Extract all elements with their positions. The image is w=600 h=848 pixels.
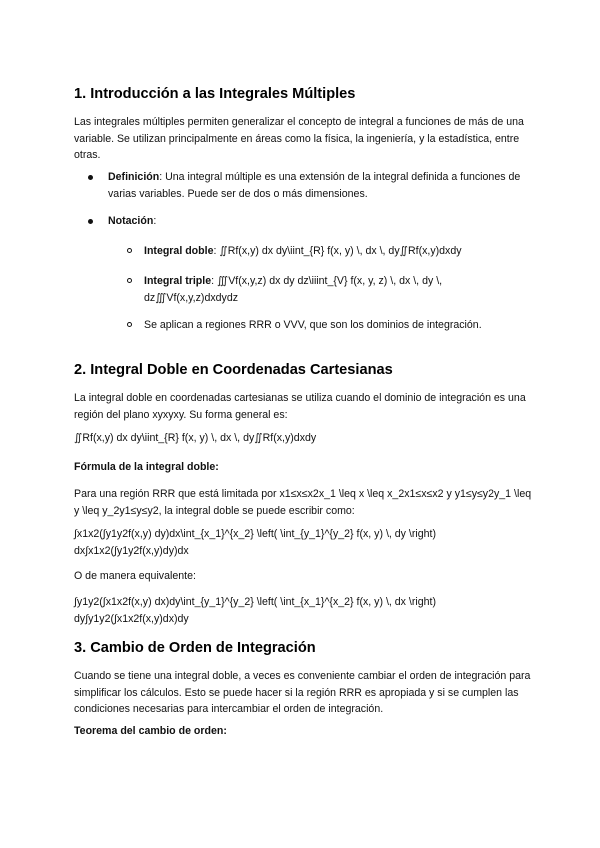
subbullet-text: : ∬Rf(x,y) dx dy\iint_{R} f(x, y) \, dx \, dy∬Rf(x,y)dxdy (213, 245, 462, 257)
section-3-intro: Cuando se tiene una integral doble, a veces es conveniente cambiar el orden de integración para simplificar los cálculos. Esto se puede hacer si la región RRR es apropiada y si se cumplen las condiciones necesarias para intercambiar el orden de integración. (74, 670, 531, 716)
bullet-dot-icon (88, 175, 93, 180)
subbullet-text: : ∭Vf(x,y,z) dx dy dz\iiint_{V} f(x, y, z) \, dx \, dy \, dz∭Vf(x,y,z)dxdydz (144, 275, 443, 304)
bullet-term: Definición (108, 171, 160, 183)
subbullet-term: Integral triple (144, 275, 212, 287)
bullet-text: : (153, 215, 157, 227)
section-2-intro: La integral doble en coordenadas cartesianas se utiliza cuando el dominio de integración es una región del plano xyxyxy. Su forma general es: (74, 392, 526, 421)
section-1-heading: 1. Introducción a las Integrales Múltiples (74, 86, 356, 102)
section-3-heading: 3. Cambio de Orden de Integración (74, 640, 316, 656)
subbullet-term: Integral doble (144, 245, 214, 257)
section-1-intro: Las integrales múltiples permiten generalizar el concepto de integral a funciones de más de una variable. Se utilizan principalmente en áreas como la física, la ingeniería, y la estadística, entre otras. (74, 116, 524, 162)
bullet-circle-icon (127, 248, 132, 253)
subbullet-text: Se aplican a regiones RRR o VVV, que son los dominios de integración. (144, 319, 482, 331)
section-3-subheading: Teorema del cambio de orden: (74, 725, 227, 737)
equivalent-text: O de manera equivalente: (74, 570, 196, 582)
formula-dxdy: ∫x1x2(∫y1y2f(x,y) dy)dx\int_{x_1}^{x_2} \left( \int_{y_1}^{y_2} f(x, y) \, dy \right) dx∫x1x2(∫y1y2f(x,y)dy)dx (74, 528, 436, 557)
bullet-circle-icon (127, 278, 132, 283)
region-text: Para una región RRR que está limitada por x1≤x≤x2x_1 \leq x \leq x_2x1≤x≤x2 y y1≤y≤y2y_1 \leq y \leq y_2y1≤y≤y2, la integral doble se puede escribir como: (74, 488, 532, 517)
section-2-heading: 2. Integral Doble en Coordenadas Cartesianas (74, 362, 393, 378)
section-2-subheading: Fórmula de la integral doble: (74, 461, 219, 473)
bullet-circle-icon (127, 322, 132, 327)
formula-general: ∬Rf(x,y) dx dy\iint_{R} f(x, y) \, dx \, dy∬Rf(x,y)dxdy (74, 432, 317, 444)
formula-dydx: ∫y1y2(∫x1x2f(x,y) dx)dy\int_{y_1}^{y_2} \left( \int_{x_1}^{x_2} f(x, y) \, dx \right) dy∫y1y2(∫x1x2f(x,y)dx)dy (74, 596, 436, 625)
bullet-term: Notación (108, 215, 154, 227)
bullet-text: : Una integral múltiple es una extensión de la integral definida a funciones de varias variables. Puede ser de dos o más dimensiones. (108, 171, 521, 200)
bullet-dot-icon (88, 219, 93, 224)
